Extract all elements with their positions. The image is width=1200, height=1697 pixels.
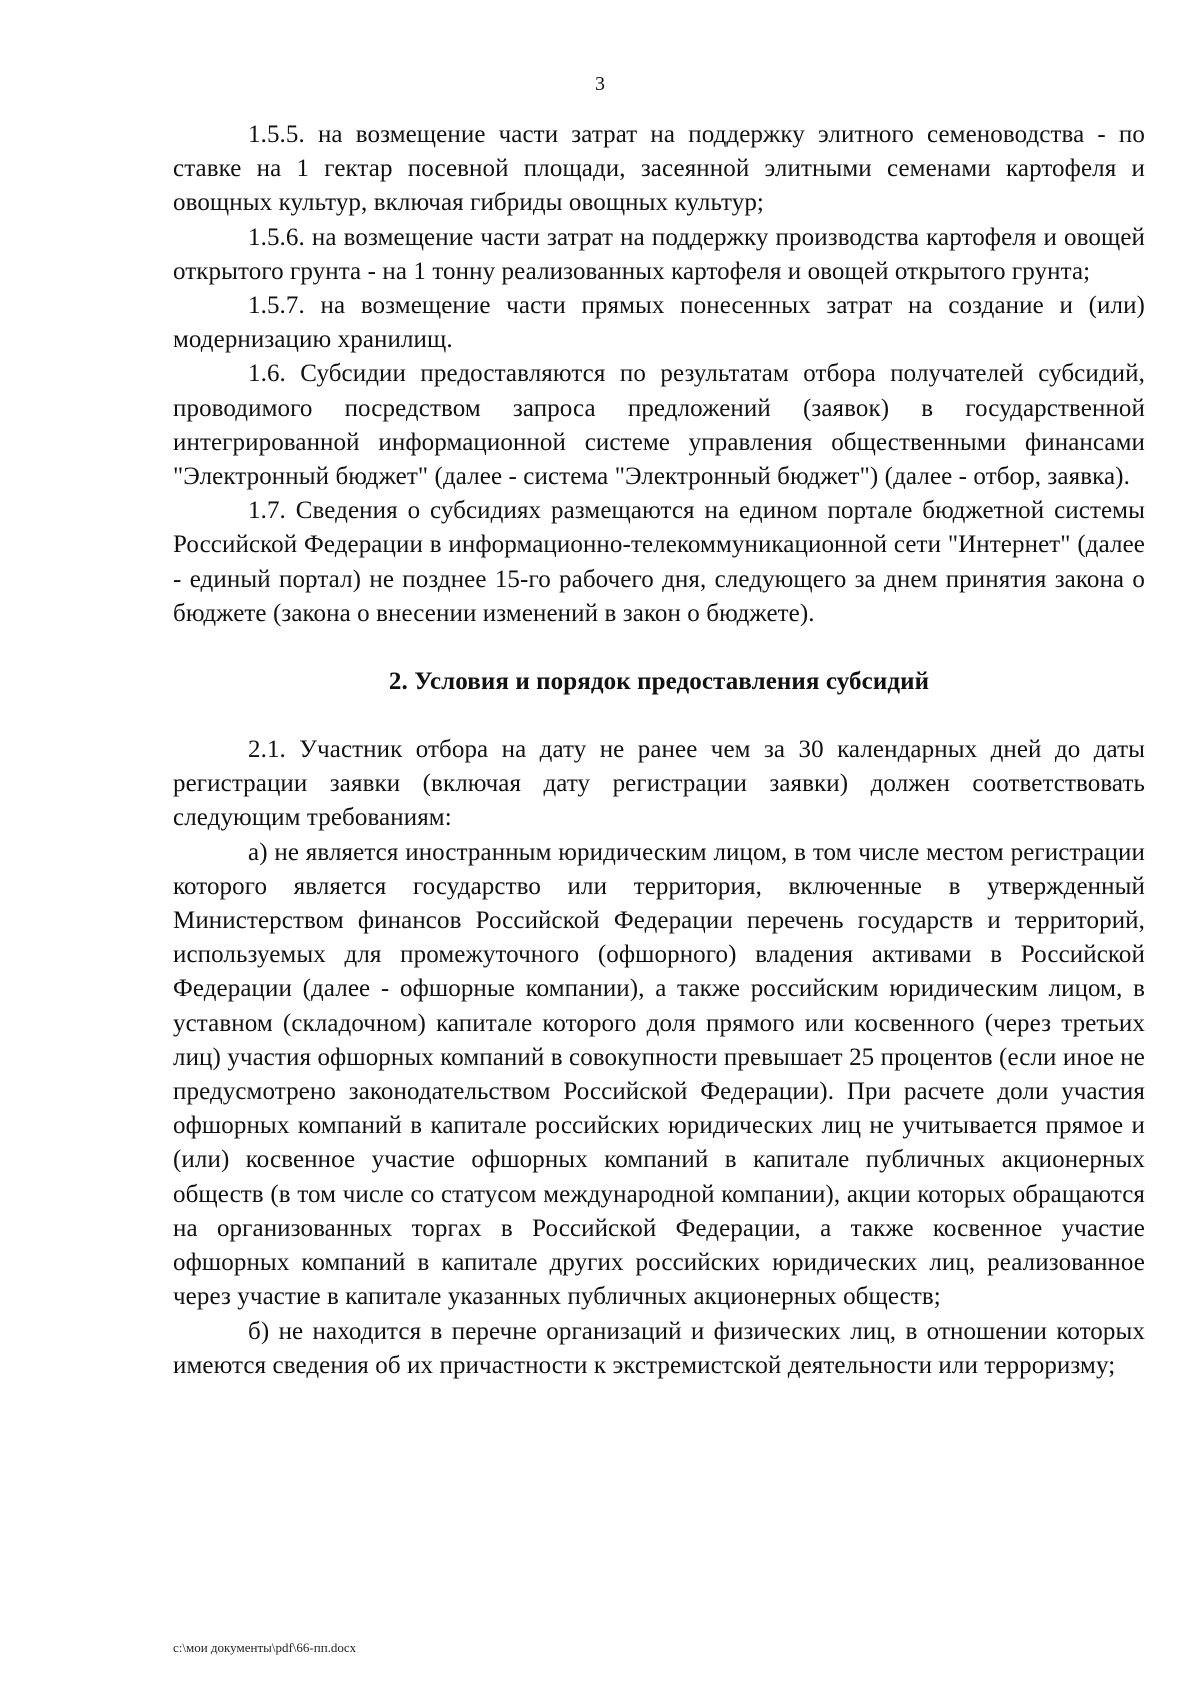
paragraph-1-6: 1.6. Субсидии предоставляются по результатам отбора получателей субсидий, проводимого посредством запроса предложений (заявок) в государственной интегрированной информационной системе управления общественными финансами "Электронный бюджет" (далее - система "Электронный бюджет") (далее - отбор, заявка). (173, 360, 1145, 491)
paragraph-2-1: 2.1. Участник отбора на дату не ранее чем за 30 календарных дней до даты регистрации заявки (включая дату регистрации заявки) должен соответствовать следующим требованиям: (173, 736, 1145, 832)
paragraph-1-7: 1.7. Сведения о субсидиях размещаются на едином портале бюджетной системы Российской Федерации в информационно-телекоммуникационной сети "Интернет" (далее - единый портал) не позднее 15-го рабочего дня, следующего за днем принятия закона о бюджете (закона о внесении изменений в закон о бюджете). (173, 497, 1145, 627)
page-number: 3 (595, 73, 605, 95)
footer-file-path: c:\мои документы\pdf\66-пп.docx (173, 1640, 357, 1655)
paragraph-1-5-5: 1.5.5. на возмещение части затрат на поддержку элитного семеноводства - по ставке на 1 гектар посевной площади, засеянной элитными семенами картофеля и овощных культур, включая гибриды овощных культур; (173, 121, 1145, 217)
paragraph-1-5-7: 1.5.7. на возмещение части прямых понесенных затрат на создание и (или) модернизацию хранилищ. (173, 292, 1145, 354)
paragraph-2-1-b: б) не находится в перечне организаций и физических лиц, в отношении которых имеются сведения об их причастности к экстремистской деятельности или терроризму; (173, 1317, 1145, 1379)
paragraph-1-5-6: 1.5.6. на возмещение части затрат на поддержку производства картофеля и овощей открытого грунта - на 1 тонну реализованных картофеля и овощей открытого грунта; (173, 223, 1145, 285)
section-heading: 2. Условия и порядок предоставления субсидий (388, 668, 930, 696)
paragraph-2-1-a: а) не является иностранным юридическим лицом, в том числе местом регистрации которого является государство или территория, включенные в утвержденный Министерством финансов Российской Федерации перечень государств и территорий, используемых для промежуточного (офшорного) владения активами в Российской Федерации (далее - офшорные компании), а также российским юридическим лицом, в уставном (складочном) капитале которого доля прямого или косвенного (через третьих лиц) участия офшорных компаний в совокупности превышает 25 процентов (если иное не предусмотрено законодательством Российской Федерации). При расчете доли участия офшорных компаний в капитале российских юридических лиц не учитывается прямое и (или) косвенное участие офшорных компаний в капитале публичных акционерных обществ (в том числе со статусом международной компании), акции которых обращаются на организованных торгах в Российской Федерации, а также косвенное участие офшорных компаний в капитале других российских юридических лиц, реализованное через участие в капитале указанных публичных акционерных обществ; (173, 838, 1145, 1311)
document-body (173, 118, 1145, 1383)
